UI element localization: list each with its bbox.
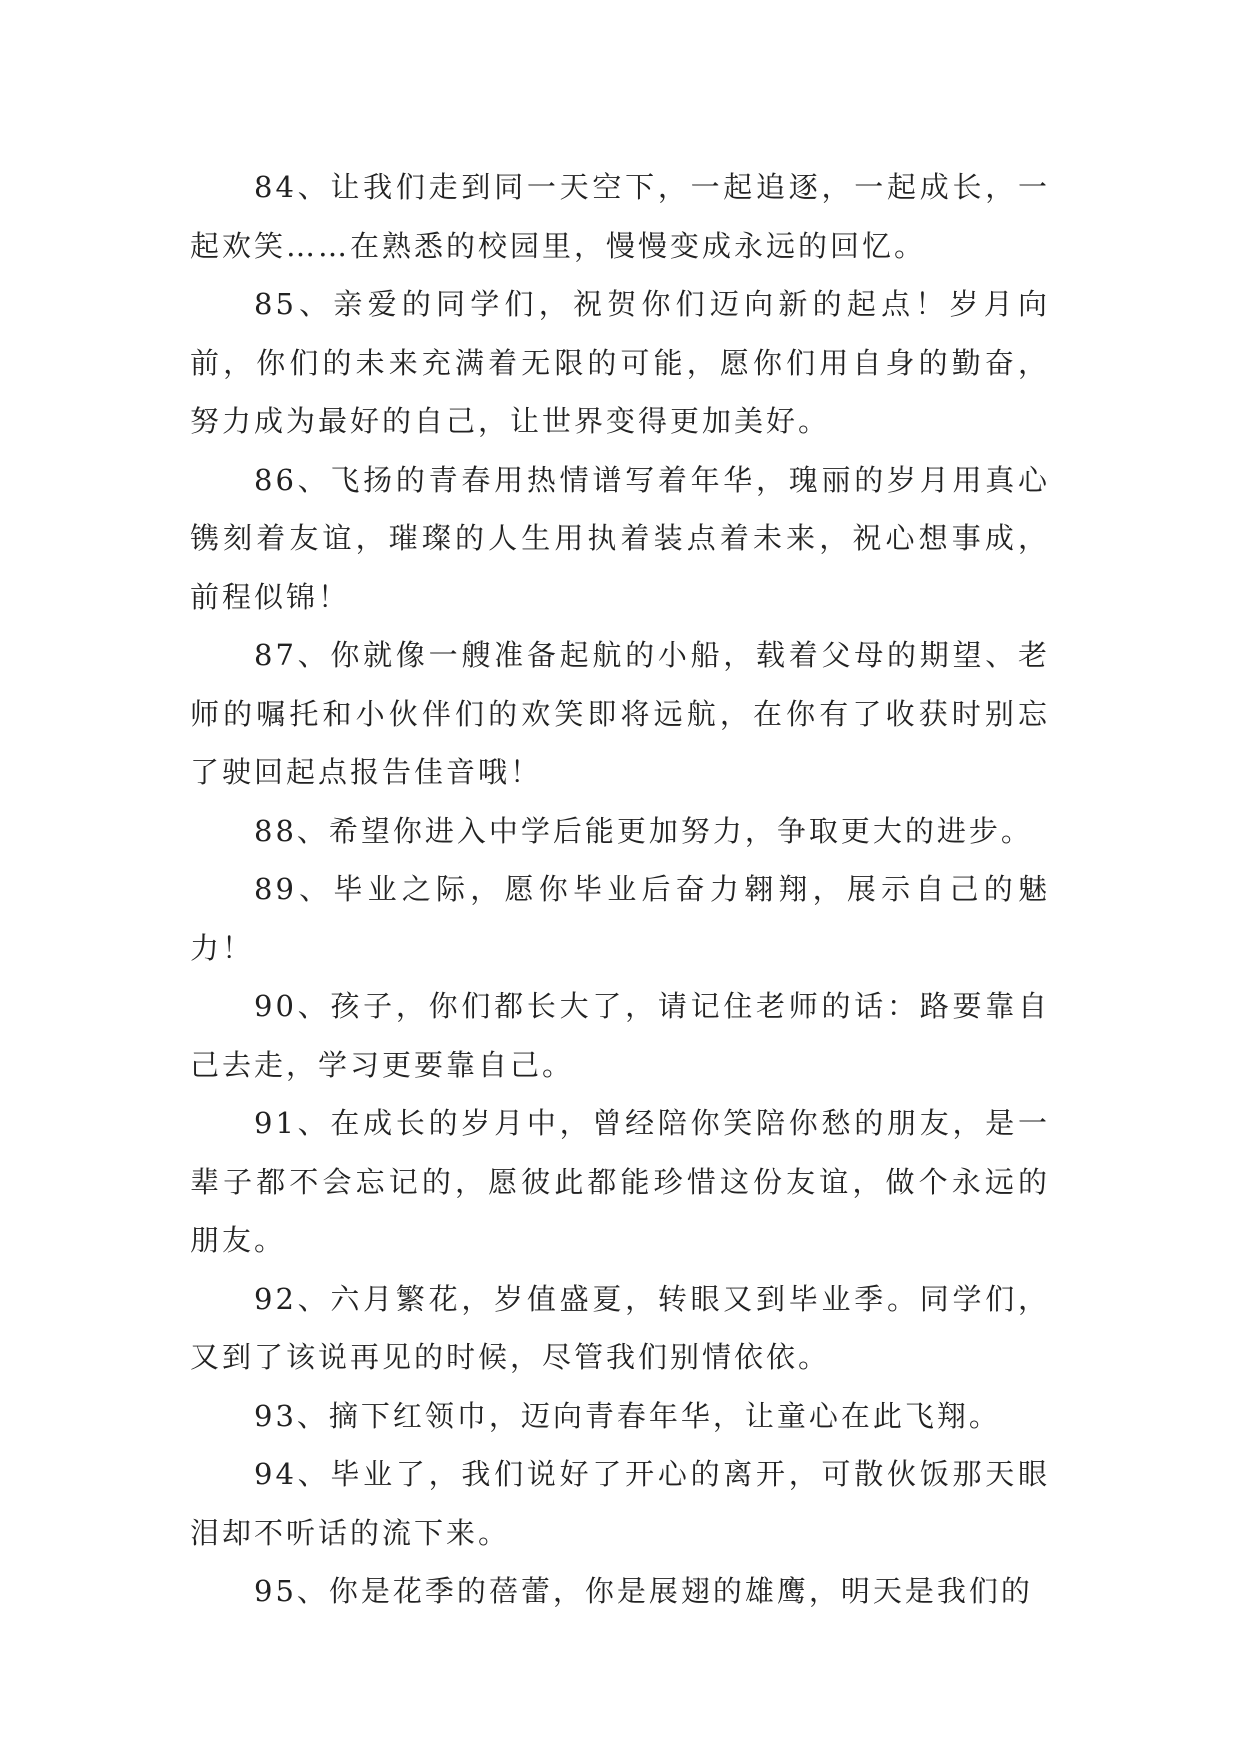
paragraph-92: 92、六月繁花，岁值盛夏，转眼又到毕业季。同学们，又到了该说再见的时候，尽管我们别情依依。 — [190, 1281, 1050, 1374]
document-body — [190, 158, 1050, 1621]
paragraph-85: 85、亲爱的同学们，祝贺你们迈向新的起点！岁月向前，你们的未来充满着无限的可能，愿你们用自身的勤奋，努力成为最好的自己，让世界变得更加美好。 — [190, 287, 1050, 438]
paragraph-93: 93、摘下红领巾，迈向青春年华，让童心在此飞翔。 — [254, 1398, 1001, 1433]
paragraph-87: 87、你就像一艘准备起航的小船，载着父母的期望、老师的嘱托和小伙伴们的欢笑即将远航，在你有了收获时别忘了驶回起点报告佳音哦！ — [190, 638, 1050, 789]
paragraph-89: 89、毕业之际，愿你毕业后奋力翱翔，展示自己的魅力！ — [190, 872, 1050, 965]
paragraph-84: 84、让我们走到同一天空下，一起追逐，一起成长，一起欢笑……在熟悉的校园里，慢慢变成永远的回忆。 — [190, 170, 1050, 263]
paragraph-95: 95、你是花季的蓓蕾，你是展翅的雄鹰，明天是我们的 — [254, 1574, 1033, 1608]
paragraph-91: 91、在成长的岁月中，曾经陪你笑陪你愁的朋友，是一辈子都不会忘记的，愿彼此都能珍惜这份友谊，做个永远的朋友。 — [190, 1106, 1050, 1257]
paragraph-94: 94、毕业了，我们说好了开心的离开，可散伙饭那天眼泪却不听话的流下来。 — [190, 1457, 1050, 1550]
paragraph-86: 86、飞扬的青春用热情谱写着年华，瑰丽的岁月用真心镌刻着友谊，璀璨的人生用执着装点着未来，祝心想事成，前程似锦！ — [190, 462, 1050, 614]
paragraph-90: 90、孩子，你们都长大了，请记住老师的话：路要靠自己去走，学习更要靠自己。 — [190, 989, 1050, 1082]
paragraph-88: 88、希望你进入中学后能更加努力，争取更大的进步。 — [254, 813, 1033, 848]
